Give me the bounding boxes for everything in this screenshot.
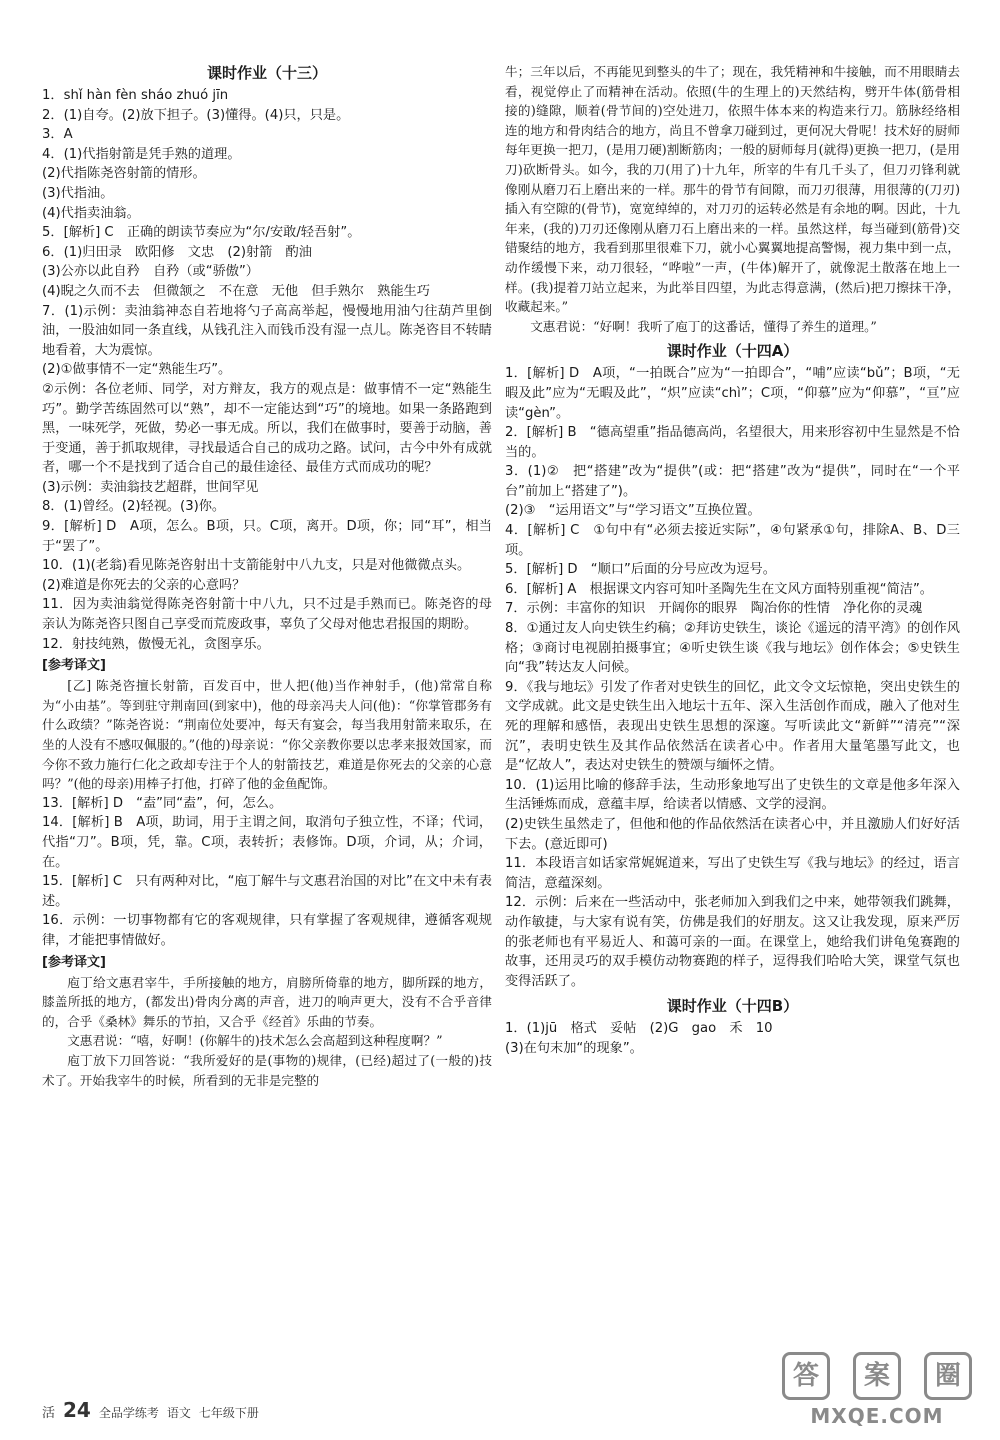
footer-book: 全品学练考 <box>98 1406 159 1420</box>
answer-line: (2)①做事情不一定“熟能生巧”。 <box>42 362 232 378</box>
answer-line: (4)代指卖油翁。 <box>42 205 140 221</box>
footer-huo: 活 <box>42 1406 56 1421</box>
answer-line: 10．(1)(老翁)看见陈尧咨射出十支箭能射中八九支，只是对他微微点头。 <box>42 558 471 574</box>
answers-13-part1 <box>42 86 492 654</box>
watermark-char-3: 圈 <box>924 1352 972 1400</box>
answer-line: 1．shǐ hàn fèn sháo zhuó jīn <box>42 88 229 103</box>
answer-line: 6．(1)归田录 欧阳修 文忠 (2)射箭 酌油 <box>42 244 312 260</box>
answer-line: 2．[解析] B “德高望重”指品德高尚，名望很大，用来形容初中生显然是不恰当的。 <box>505 425 960 460</box>
ref-translation-2-ending: 文惠君说：“好啊！我听了庖丁的这番话，懂得了养生的道理。” <box>530 318 877 334</box>
answer-line: 11．因为卖油翁觉得陈尧咨射箭十中八九，只不过是手熟而已。陈尧咨的母亲认为陈尧咨只图自己享受而荒废政事，辜负了父母对他忠君报国的期盼。 <box>42 597 492 633</box>
answer-line: 16．示例：一切事物都有它的客观规律，只有掌握了客观规律，遵循客观规律，才能把事情做好。 <box>42 913 492 948</box>
answer-line: 2．(1)自夸。(2)放下担子。(3)懂得。(4)只，只是。 <box>42 107 350 123</box>
answer-line: 14．[解析] B A项，助词，用于主谓之间，取消句子独立性，不译；代词，代指“刀”。B项，凭，靠。C项，表转折；表修饰。D项，介词，从；介词，在。 <box>42 815 492 870</box>
footer-subject: 语文 <box>166 1406 191 1420</box>
right-column <box>505 62 960 1059</box>
answer-line: (3)示例：卖油翁技艺超群，世间罕见 <box>42 479 259 495</box>
answer-line: 9．《我与地坛》引发了作者对史铁生的回忆，此文令文坛惊艳，突出史铁生的文学成就。此文是史铁生出入地坛十五年、深入生活创作而成，融入了他对生死的理解和感悟，表现出史铁生思想的深邃。写听读此文“新鲜”“清亮”“深沉”，表明史铁生及其作品依然活在读者心中。作者用大量笔墨写此文，也是“忆故人”，表达对史铁生的赞颂与缅怀之情。 <box>505 679 960 774</box>
answer-line: 15．[解析] C 只有两种对比，“庖丁解牛与文惠君治国的对比”在文中未有表述。 <box>42 874 492 909</box>
section-title-14b: 课时作业（十四B） <box>666 997 799 1016</box>
answer-line: 12．射技纯熟，傲慢无礼，贪图享乐。 <box>42 636 270 652</box>
answer-line: 8．(1)曾经。(2)轻视。(3)你。 <box>42 499 226 515</box>
page-number: 24 <box>63 1398 91 1422</box>
answer-line: 12．示例：后来在一些活动中，张老师加入到我们之中来，她带领我们跳舞，动作敏捷，与大家有说有笑，仿佛是我们的好朋友。这又让我发现，原来严厉的张老师也有平易近人、和蔼可亲的一面。在课堂上，她给我们讲龟兔赛跑的故事，还用灵巧的双手模仿动物赛跑的样子，逗得我们哈哈大笑，课堂气氛也变得活跃了。 <box>505 895 960 989</box>
ref-translation-tag-2: [参考译文] <box>42 954 106 970</box>
answer-line: 1．[解析] D A项，“一拍既合”应为“一拍即合”，“哺”应读“bǔ”；B项，“无暇及此”应为“无暇及此”，“炽”应读“chì”；C项，“仰慕”应为“仰慕”，“亘”应读“gèn”。 <box>505 366 960 421</box>
ref-translation-1: [乙] 陈尧咨擅长射箭，百发百中，世人把(他)当作神射手，(他)常常自称为“小由基”。等到驻守荆南回(到家中)，他的母亲冯夫人问(他)：“你掌管郡务有什么政绩？”陈尧咨说：“荆南位处要冲，每天有宴会，每当我用射箭来取乐，在坐的人没有不感叹佩服的。”(他的)母亲说：“你父亲教你要以忠孝来报效国家，而今你不致力施行仁化之政却专注于个人的射箭技艺，难道是你死去的父亲的心意吗？”(他的母亲)用棒子打他，打碎了他的金鱼配饰。 <box>42 678 492 792</box>
watermark-site: MXQE.COM <box>810 1404 944 1428</box>
watermark-char-1: 答 <box>782 1352 830 1400</box>
answer-line: (2)③ “运用语文”与“学习语文”互换位置。 <box>505 503 761 519</box>
answer-line: 5．[解析] D “顺口”后面的分号应改为逗号。 <box>505 562 776 578</box>
answer-line: (2)史铁生虽然走了，但他和他的作品依然活在读者心中，并且激励人们好好活下去。(意近即可) <box>505 816 960 852</box>
answer-line: 11．本段语言如话家常娓娓道来，写出了史铁生写《我与地坛》的经过，语言简洁，意蕴深刻。 <box>505 856 960 891</box>
answer-line: 9．[解析] D A项，怎么。B项，只。C项，离开。D项，你；同“耳”，相当于“罢了”。 <box>42 519 492 554</box>
answer-line: (2)难道是你死去的父亲的心意吗？ <box>42 577 246 593</box>
answer-line: 7．(1)示例：卖油翁神态自若地将勺子高高举起，慢慢地用油勺往葫芦里倒油，一股油如同一条直线，从钱孔注入而钱币没有湿一点儿。陈尧咨目不转睛地看着，大为震惊。 <box>42 303 492 358</box>
answer-line: (2)代指陈尧咨射箭的情形。 <box>42 166 206 182</box>
section-title-14a: 课时作业（十四A） <box>666 342 799 361</box>
ref-translation-2-para-2: 文惠君说：“嘻，好啊！(你解牛的)技术怎么会高超到这种程度啊？” <box>67 1033 443 1049</box>
answer-line: 8．①通过友人向史铁生约稿；②拜访史铁生，谈论《遥远的清平湾》的创作风格；③商讨电视剧拍摄事宜；④听史铁生谈《我与地坛》创作体会；⑤史铁生向“我”转达友人问候。 <box>505 621 960 676</box>
answer-line: 13．[解析] D “盍”同“盍”，何，怎么。 <box>42 795 283 811</box>
answer-line: (4)睨之久而不去 但微颔之 不在意 无他 但手熟尔 熟能生巧 <box>42 283 430 299</box>
answers-13-part2 <box>42 794 492 951</box>
watermark-char-2: 案 <box>853 1352 901 1400</box>
answer-line: (3)在句末加“的现象”。 <box>505 1040 643 1056</box>
answer-line: 3．A <box>42 127 73 143</box>
answer-line: 10．(1)运用比喻的修辞手法，生动形象地写出了史铁生的文章是他多年深入生活锤炼而成，意蕴丰厚，给读者以情感、文学的浸润。 <box>505 777 960 813</box>
section-title-13: 课时作业（十三） <box>206 64 327 82</box>
answers-14a <box>505 364 960 991</box>
ref-translation-tag-1: [参考译文] <box>42 658 106 674</box>
page-footer <box>42 1398 259 1428</box>
answer-line: 4．(1)代指射箭是凭手熟的道理。 <box>42 146 241 162</box>
answer-line: (3)代指油。 <box>42 185 114 201</box>
answer-line: 6．[解析] A 根据课文内容可知叶圣陶先生在文风方面特别重视“简洁”。 <box>505 581 933 597</box>
ref-translation-2-para-1: 庖丁给文惠君宰牛，手所接触的地方，肩膀所倚靠的地方，脚所踩的地方，膝盖所抵的地方，(都发出)骨肉分离的声音，进刀的响声更大，没有不合乎音律的，合乎《桑林》舞乐的节拍，又合乎《经首》乐曲的节奏。 <box>42 974 492 1029</box>
site-watermark <box>782 1350 972 1430</box>
answer-line: 3．(1)② 把“搭建”改为“提供”(或：把“搭建”改为“提供”，同时在“一个平台”前加上“搭建了”)。 <box>505 464 960 499</box>
left-column <box>42 62 492 1090</box>
ref-translation-2-continued: 牛；三年以后，不再能见到整头的牛了；现在，我凭精神和牛接触，而不用眼睛去看，视觉停止了而精神在活动。依照(牛的生理上的)天然结构，劈开牛体(筋骨相接的)缝隙，顺着(骨节间的)空处进刀，依照牛体本来的构造来行刀。筋脉经络相连的地方和骨肉结合的地方，尚且不曾拿刀碰到过，更何况大骨呢！技术好的厨师每年更换一把刀，(是用刀硬)割断筋肉；一般的厨师每月(就得)更换一把刀，(是用刀)砍断骨头。如今，我的刀(用了)十九年，所宰的牛有几千头了，但刀刃锋利就像刚从磨刀石上磨出来的一样。那牛的骨节有间隙，而刀刃很薄，用很薄的(刀刃)插入有空隙的(骨节)，宽宽绰绰的，对刀刃的运转必然是有余地的啊。因此，十九年来，(我的)刀刃还像刚从磨刀石上磨出来的一样。虽然这样，每当碰到(筋骨)交错聚结的地方，我看到那里很难下刀，就小心翼翼地提高警惕，视力集中到一点，动作缓慢下来，动刀很轻，“哗啦”一声，(牛体)解开了，就像泥土散落在地上一样。(我)提着刀站立起来，为此举目四望，为此志得意满，(然后)把刀擦抹干净，收藏起来。” <box>505 64 960 315</box>
answer-line: 7．示例：丰富你的知识 开阔你的眼界 陶冶你的性情 净化你的灵魂 <box>505 601 923 617</box>
answer-line: (3)公亦以此自矜 自矜（或“骄傲”） <box>42 264 259 280</box>
footer-grade: 七年级下册 <box>198 1406 259 1420</box>
answers-14b <box>505 1019 960 1058</box>
answer-line: 5．[解析] C 正确的朗读节奏应为“尔/安敢/轻吾射”。 <box>42 225 361 241</box>
answer-line: 1．(1)jū 格式 妥帖 (2)G gao 禾 10 <box>505 1021 773 1037</box>
answer-line: ②示例：各位老师、同学，对方辩友，我方的观点是：做事情不一定“熟能生巧”。勤学苦练固然可以“熟”，却不一定能达到“巧”的境地。如果一条路跑到黑，一味死学，死做，势必一事无成。所以，我们在做事时，要善于动脑，善于变通，善于抓取规律，寻找最适合自己的成功之路。试问，古今中外有成就者，哪一个不是找到了适合自己的最佳途径、最佳方式而成功的呢？ <box>42 381 492 476</box>
answer-line: 4．[解析] C ①句中有“必须去接近实际”，④句紧承①句，排除A、B、D三项。 <box>505 523 960 558</box>
ref-translation-2-para-3: 庖丁放下刀回答说：“我所爱好的是(事物的)规律，(已经)超过了(一般的)技术了。开始我宰牛的时候，所看到的无非是完整的 <box>42 1052 492 1088</box>
